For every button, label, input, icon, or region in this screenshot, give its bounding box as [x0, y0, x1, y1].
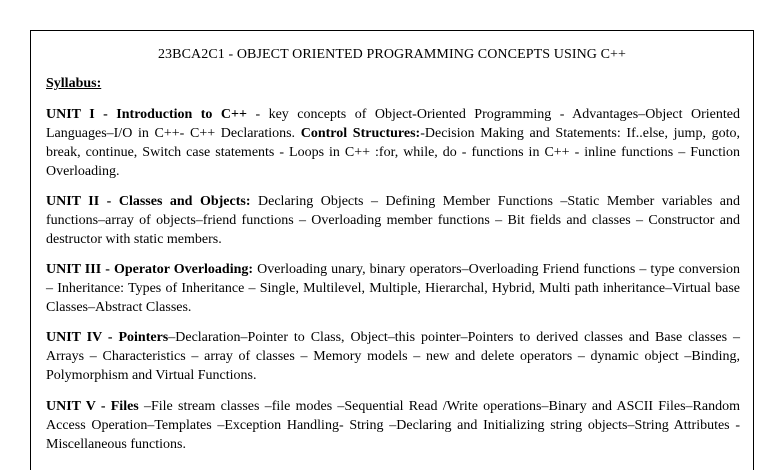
unit-3-text: Overloading unary, binary operators–Overloading Friend functions – type conversion – Inheritance: Types of Inheritance – Single, Multilevel, Multiple, Hierarchal, Hybrid, Multi path inheritance–Virtual base Classes–Abstract Classes. — [46, 262, 741, 315]
unit-4-label: UNIT IV - — [46, 330, 119, 345]
unit-5-paragraph — [46, 397, 740, 454]
course-title: 23BCA2C1 - OBJECT ORIENTED PROGRAMMING CONCEPTS USING C++ — [157, 47, 627, 62]
syllabus-page — [30, 30, 754, 470]
unit-5-heading: Files — [110, 399, 139, 414]
unit-4-heading: Pointers — [118, 330, 169, 345]
unit-1-label: UNIT I - — [46, 107, 117, 122]
unit-2-paragraph — [46, 192, 740, 249]
unit-4-paragraph — [46, 328, 740, 385]
syllabus-heading: Syllabus: — [46, 76, 102, 91]
unit-5-text: –File stream classes –file modes –Sequential Read /Write operations–Binary and ASCII Files–Random Access Operation–Templates –Exception Handling- String –Declaring and Initializing string objects–String Attributes - Miscellaneous functions. — [46, 399, 740, 452]
unit-2-text: Declaring Objects – Defining Member Functions –Static Member variables and functions–array of objects–friend functions – Overloading member functions – Bit fields and classes – Constructor and destructor with static members. — [46, 194, 741, 247]
unit-4-text: –Declaration–Pointer to Class, Object–this pointer–Pointers to derived classes and Base classes – Arrays – Characteristics – array of classes – Memory models – new and delete operators – dynamic object –Binding, Polymorphism and Virtual Functions. — [46, 330, 740, 383]
unit-1-text-a: - key concepts of Object-Oriented Programming - Advantages–Object Oriented Languages–I/O in C++- C++ Declarations. — [46, 107, 740, 141]
unit-1-subheading: Control Structures: — [300, 126, 421, 141]
unit-1-heading: Introduction to C++ — [116, 107, 247, 122]
unit-2-heading: Classes and Objects: — [118, 194, 251, 209]
unit-1-text-b: -Decision Making and Statements: If..else, jump, goto, break, continue, Switch case statements - Loops in C++ :for, while, do - functions in C++ - inline functions – Function Overloading. — [46, 126, 741, 179]
unit-3-heading: Operator Overloading: — [113, 262, 254, 277]
unit-3-label: UNIT III - — [46, 262, 114, 277]
unit-5-label: UNIT V - — [46, 399, 111, 414]
unit-2-label: UNIT II - — [46, 194, 119, 209]
unit-3-paragraph — [46, 260, 740, 317]
unit-1-paragraph — [46, 105, 740, 181]
